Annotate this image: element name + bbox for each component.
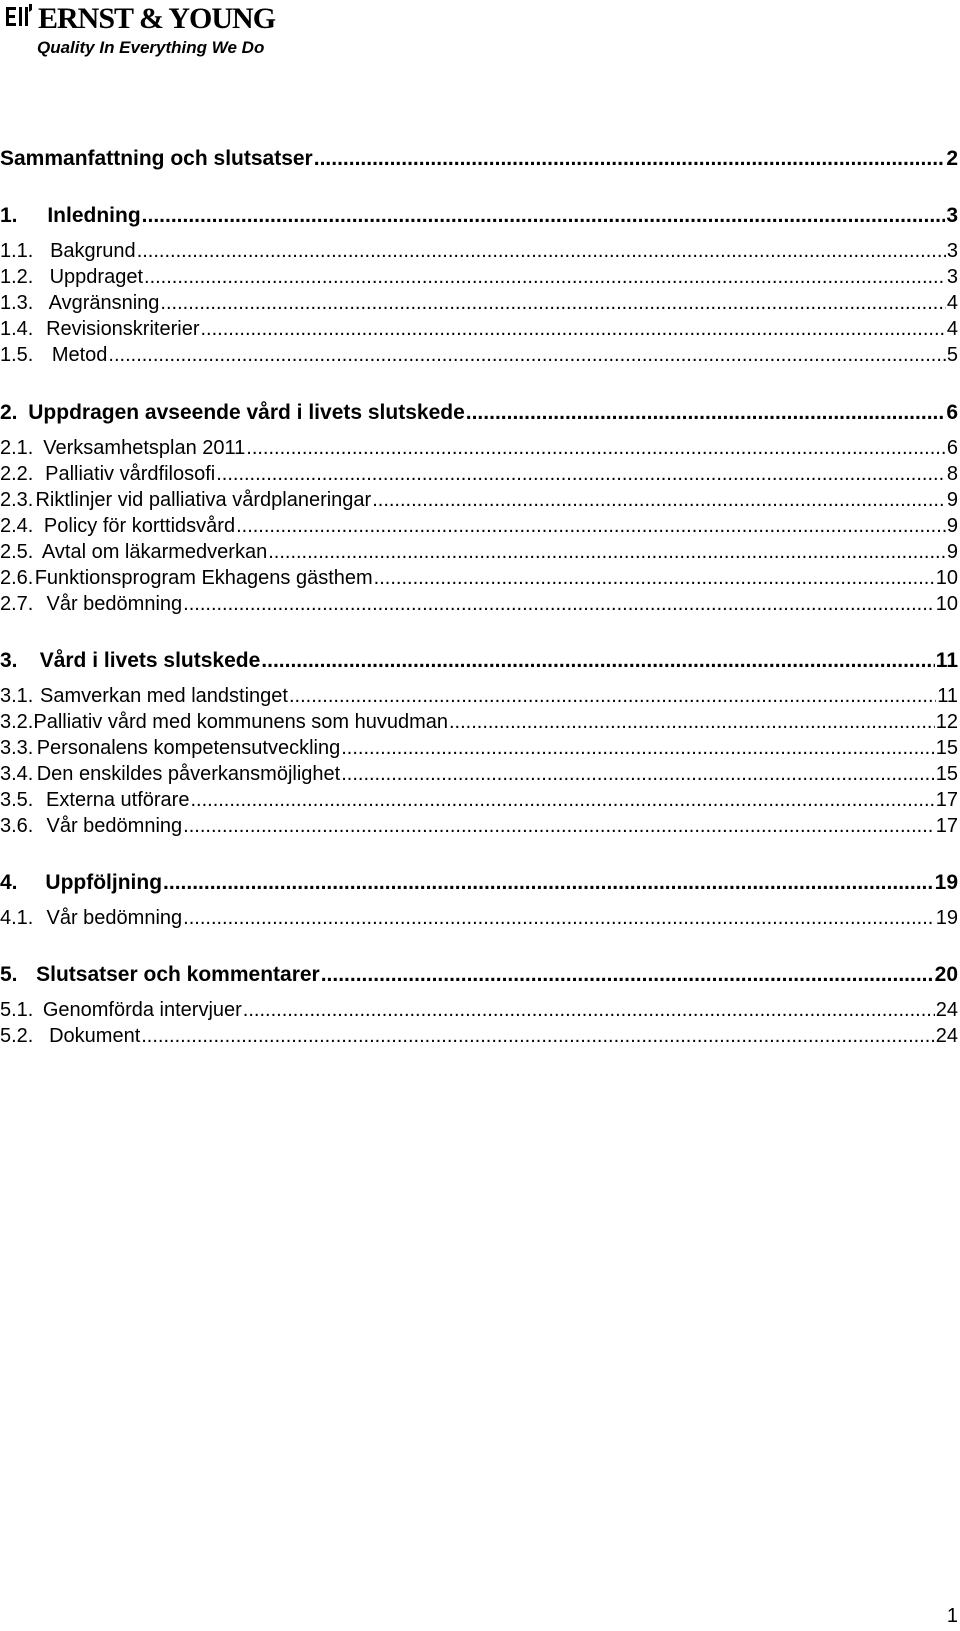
toc-entry-page: 9 [946, 515, 958, 537]
toc-dot-leader [374, 567, 935, 590]
toc-entry-page: 3 [946, 204, 958, 227]
toc-entry-number: 3. [0, 649, 18, 672]
toc-entry-title: Vård i livets slutskede [39, 649, 261, 672]
toc-entry[interactable] [0, 204, 958, 228]
toc-entry-title: Inledning [47, 204, 141, 227]
toc-entry-page: 12 [935, 711, 958, 733]
page-number: 1 [946, 1605, 958, 1627]
toc-entry-page: 10 [935, 567, 958, 589]
toc-dot-leader [372, 489, 946, 512]
toc-entry[interactable] [0, 763, 958, 786]
toc-entry[interactable] [0, 1025, 958, 1048]
toc-entry[interactable] [0, 567, 958, 590]
toc-entry-title: Personalens kompetensutveckling [36, 737, 341, 759]
toc-dot-leader [163, 871, 934, 895]
toc-dot-leader [246, 437, 946, 460]
toc-dot-leader [137, 240, 946, 263]
toc-entry[interactable] [0, 266, 958, 289]
toc-entry-number: 3.4. [0, 763, 34, 785]
toc-entry-number: 5. [0, 963, 18, 986]
toc-dot-leader [341, 737, 935, 760]
toc-entry-number: 3.2. [0, 711, 34, 733]
toc-entry-title: Den enskildes påverkansmöjlighet [36, 763, 341, 785]
toc-entry-page: 4 [946, 292, 958, 314]
toc-dot-leader [190, 789, 934, 812]
toc-entry-number: 2.3. [0, 489, 34, 511]
toc-entry[interactable] [0, 240, 958, 263]
toc-entry[interactable] [0, 489, 958, 512]
toc-entry[interactable] [0, 515, 958, 538]
toc-entry-page: 5 [946, 344, 958, 366]
toc-dot-leader [289, 685, 936, 708]
toc-entry[interactable] [0, 737, 958, 760]
toc-entry-page: 9 [946, 541, 958, 563]
company-tagline: Quality In Everything We Do [37, 38, 265, 57]
toc-entry-number: 2.5. [0, 541, 34, 563]
toc-entry-number: 2.7. [0, 593, 34, 615]
toc-entry-title: Riktlinjer vid palliativa vårdplaneringar [35, 489, 372, 511]
toc-entry-page: 17 [935, 789, 958, 811]
toc-dot-leader [183, 907, 935, 930]
toc-dot-leader [200, 318, 945, 341]
toc-entry-page: 19 [935, 907, 958, 929]
toc-entry-title: Revisionskriterier [46, 318, 200, 340]
toc-entry-title: Vår bedömning [46, 815, 183, 837]
toc-entry-page: 3 [946, 266, 958, 288]
toc-dot-leader [236, 515, 946, 538]
toc-entry-number: 5.2. [0, 1025, 34, 1047]
toc-entry-number: 3.3. [0, 737, 34, 759]
toc-entry-page: 11 [937, 685, 958, 707]
toc-entry-number: 1.2. [0, 266, 34, 288]
toc-entry[interactable] [0, 963, 958, 987]
toc-dot-leader [160, 292, 945, 315]
toc-entry-title: Palliativ vård med kommunens som huvudman [33, 711, 448, 733]
toc-dot-leader [183, 815, 935, 838]
toc-entry-number: 2.4. [0, 515, 34, 537]
toc-dot-leader [314, 147, 946, 171]
toc-entry-number: 5.1. [0, 999, 34, 1021]
toc-entry[interactable] [0, 871, 958, 895]
toc-entry-title: Uppföljning [45, 871, 163, 894]
toc-entry[interactable] [0, 463, 958, 486]
toc-entry-title: Externa utförare [46, 789, 190, 811]
toc-entry-page: 8 [946, 463, 958, 485]
toc-entry[interactable] [0, 292, 958, 315]
toc-entry-page: 24 [935, 1025, 958, 1047]
toc-dot-leader [144, 266, 946, 289]
toc-entry-number: 2.1. [0, 437, 34, 459]
toc-dot-leader [141, 1025, 935, 1048]
toc-entry[interactable] [0, 318, 958, 341]
toc-entry-number: 1.4. [0, 318, 34, 340]
toc-entry-number: 2.2. [0, 463, 34, 485]
toc-entry[interactable] [0, 649, 958, 673]
toc-entry[interactable] [0, 344, 958, 367]
toc-entry[interactable] [0, 593, 958, 616]
toc-dot-leader [261, 649, 935, 673]
toc-entry-page: 20 [934, 963, 958, 986]
toc-entry-number: 3.1. [0, 685, 34, 707]
toc-entry-title: Dokument [49, 1025, 141, 1047]
toc-entry-page: 11 [935, 649, 958, 672]
toc-entry-title: Metod [51, 344, 108, 366]
toc-entry-title: Bakgrund [50, 240, 136, 262]
toc-entry-title: Policy för korttidsvård [43, 515, 236, 537]
toc-entry-number: 1.5. [0, 344, 34, 366]
toc-entry-title: Avtal om läkarmedverkan [41, 541, 268, 563]
toc-entry-page: 6 [946, 401, 958, 424]
toc-entry-page: 19 [934, 871, 958, 894]
toc-entry[interactable] [0, 711, 958, 734]
toc-entry-number: 2.6. [0, 567, 34, 589]
toc-entry-title: Uppdragen avseende vård i livets slutskede [28, 401, 465, 424]
toc-entry-number: 1.3. [0, 292, 34, 314]
toc-entry[interactable] [0, 541, 958, 564]
toc-entry-title: Verksamhetsplan 2011 [43, 437, 246, 459]
toc-dot-leader [216, 463, 946, 486]
toc-entry[interactable] [0, 789, 958, 812]
toc-entry-title: Slutsatser och kommentarer [36, 963, 320, 986]
toc-entry-title: Genomförda intervjuer [42, 999, 242, 1021]
toc-entry-title: Uppdraget [49, 266, 144, 288]
toc-entry-page: 3 [946, 240, 958, 262]
toc-entry[interactable] [0, 437, 958, 460]
toc-entry-number: 4.1. [0, 907, 34, 929]
toc-dot-leader [321, 963, 934, 987]
toc-entry-page: 4 [946, 318, 958, 340]
toc-entry-title: Sammanfattning och slutsatser [0, 147, 313, 170]
toc-entry[interactable] [0, 999, 958, 1022]
toc-entry[interactable] [0, 401, 958, 425]
toc-entry-page: 15 [935, 737, 958, 759]
toc-dot-leader [108, 344, 945, 367]
toc-entry-number: 4. [0, 871, 18, 894]
toc-entry-page: 10 [935, 593, 958, 615]
toc-entry-title: Funktionsprogram Ekhagens gästhem [34, 567, 373, 589]
toc-entry[interactable] [0, 907, 958, 930]
toc-entry-page: 9 [946, 489, 958, 511]
toc-entry-title: Samverkan med landstinget [40, 685, 288, 707]
toc-entry-number: 1. [0, 204, 18, 227]
toc-entry[interactable] [0, 685, 958, 708]
toc-dot-leader [449, 711, 935, 734]
toc-dot-leader [183, 593, 935, 616]
toc-entry-title: Palliativ vårdfilosofi [45, 463, 216, 485]
toc-entry-title: Vår bedömning [46, 907, 183, 929]
toc-dot-leader [142, 204, 946, 228]
toc-entry-page: 2 [946, 147, 958, 170]
toc-entry[interactable] [0, 815, 958, 838]
toc-dot-leader [341, 763, 935, 786]
toc-entry-number: 2. [0, 401, 18, 424]
toc-entry-page: 17 [935, 815, 958, 837]
toc-entry-page: 15 [935, 763, 958, 785]
toc-entry-page: 6 [946, 437, 958, 459]
toc-entry-number: 3.5. [0, 789, 34, 811]
toc-entry[interactable] [0, 147, 958, 171]
toc-entry-number: 3.6. [0, 815, 34, 837]
toc-entry-title: Avgränsning [48, 292, 160, 314]
toc-dot-leader [466, 401, 946, 425]
toc-entry-page: 24 [935, 999, 958, 1021]
toc-dot-leader [243, 999, 935, 1022]
toc-dot-leader [268, 541, 946, 564]
toc-entry-number: 1.1. [0, 240, 34, 262]
company-name: ERNST & YOUNG [38, 2, 276, 35]
toc-entry-title: Vår bedömning [46, 593, 183, 615]
